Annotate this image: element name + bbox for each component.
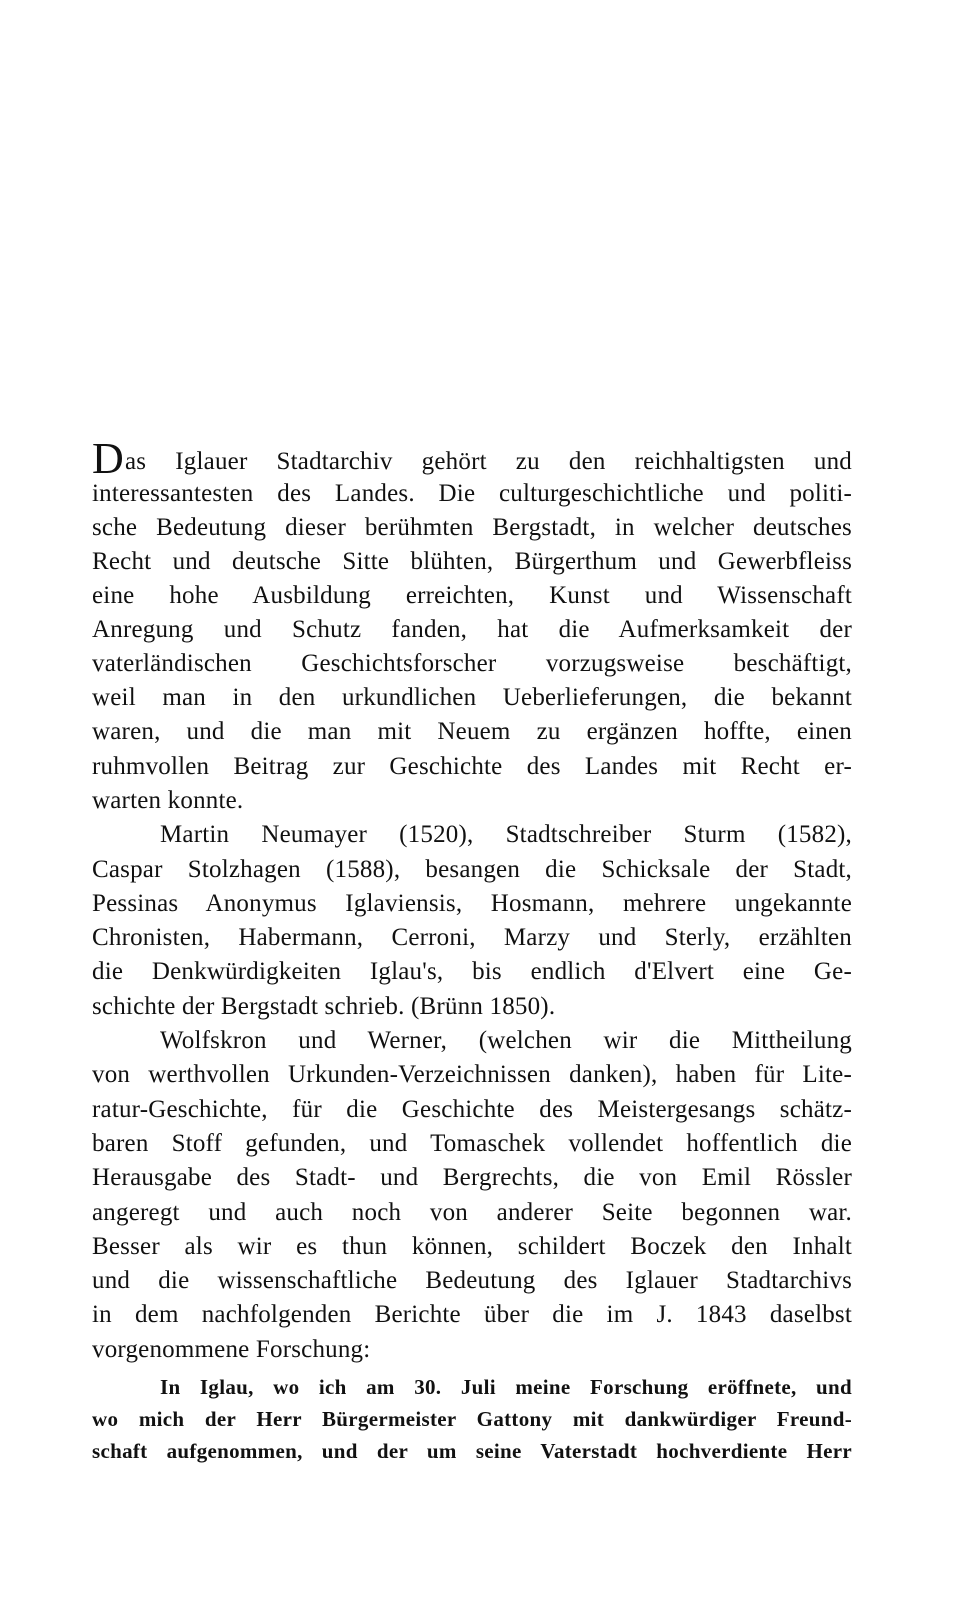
text-line: Caspar Stolzhagen (1588), besangen die Schicksale der Stadt, — [92, 856, 852, 883]
text-line: baren Stoff gefunden, und Tomaschek vollendet hoffentlich die — [92, 1130, 852, 1157]
text-line: Chronisten, Habermann, Cerroni, Marzy und Sterly, erzählten — [92, 924, 852, 951]
text-line — [92, 434, 852, 483]
text-line: schaft aufgenommen, und der um seine Vaterstadt hochverdiente Herr — [92, 1439, 852, 1463]
drop-cap: D — [92, 434, 124, 483]
text-line: Martin Neumayer (1520), Stadtschreiber Sturm (1582), — [160, 821, 852, 848]
text-line: Besser als wir es thun können, schildert Boczek den Inhalt — [92, 1233, 852, 1260]
text-line: in dem nachfolgenden Berichte über die im J. 1843 daselbst — [92, 1301, 852, 1328]
text-line: interessantesten des Landes. Die culturgeschichtliche und politi- — [92, 480, 852, 507]
text-line: In Iglau, wo ich am 30. Juli meine Forschung eröffnete, und — [160, 1375, 852, 1399]
text-line: sche Bedeutung dieser berühmten Bergstadt, in welcher deutsches — [92, 514, 852, 541]
text-line: ratur-Geschichte, für die Geschichte des Meistergesangs schätz- — [92, 1096, 852, 1123]
text-line: angeregt und auch noch von anderer Seite begonnen war. — [92, 1199, 852, 1226]
text-line: Wolfskron und Werner, (welchen wir die Mittheilung — [160, 1027, 852, 1054]
text-line: ruhmvollen Beitrag zur Geschichte des Landes mit Recht er- — [92, 753, 852, 780]
text-line: warten konnte. — [92, 787, 244, 814]
text-line: weil man in den urkundlichen Ueberlieferungen, die bekannt — [92, 684, 852, 711]
text-line: wo mich der Herr Bürgermeister Gattony mit dankwürdiger Freund- — [92, 1407, 852, 1431]
text-line: vaterländischen Geschichtsforscher vorzugsweise beschäftigt, — [92, 650, 852, 677]
text-line: vorgenommene Forschung: — [92, 1336, 371, 1363]
text-line: schichte der Bergstadt schrieb. (Brünn 1850). — [92, 993, 556, 1020]
text-line: von werthvollen Urkunden-Verzeichnissen danken), haben für Lite- — [92, 1061, 852, 1088]
text-line: Pessinas Anonymus Iglaviensis, Hosmann, mehrere ungekannte — [92, 890, 852, 917]
text-line: und die wissenschaftliche Bedeutung des Iglauer Stadtarchivs — [92, 1267, 852, 1294]
text-line: die Denkwürdigkeiten Iglau's, bis endlich d'Elvert eine Ge- — [92, 958, 852, 985]
text-line: Recht und deutsche Sitte blühten, Bürgerthum und Gewerbfleiss — [92, 548, 852, 575]
text-line: Herausgabe des Stadt- und Bergrechts, die von Emil Rössler — [92, 1164, 852, 1191]
text-line: eine hohe Ausbildung erreichten, Kunst und Wissenschaft — [92, 582, 852, 609]
text-line: Anregung und Schutz fanden, hat die Aufmerksamkeit der — [92, 616, 852, 643]
line-text: as Iglauer Stadtarchiv gehört zu den reichhaltigsten und — [124, 448, 852, 475]
text-line: waren, und die man mit Neuem zu ergänzen hoffte, einen — [92, 718, 852, 745]
